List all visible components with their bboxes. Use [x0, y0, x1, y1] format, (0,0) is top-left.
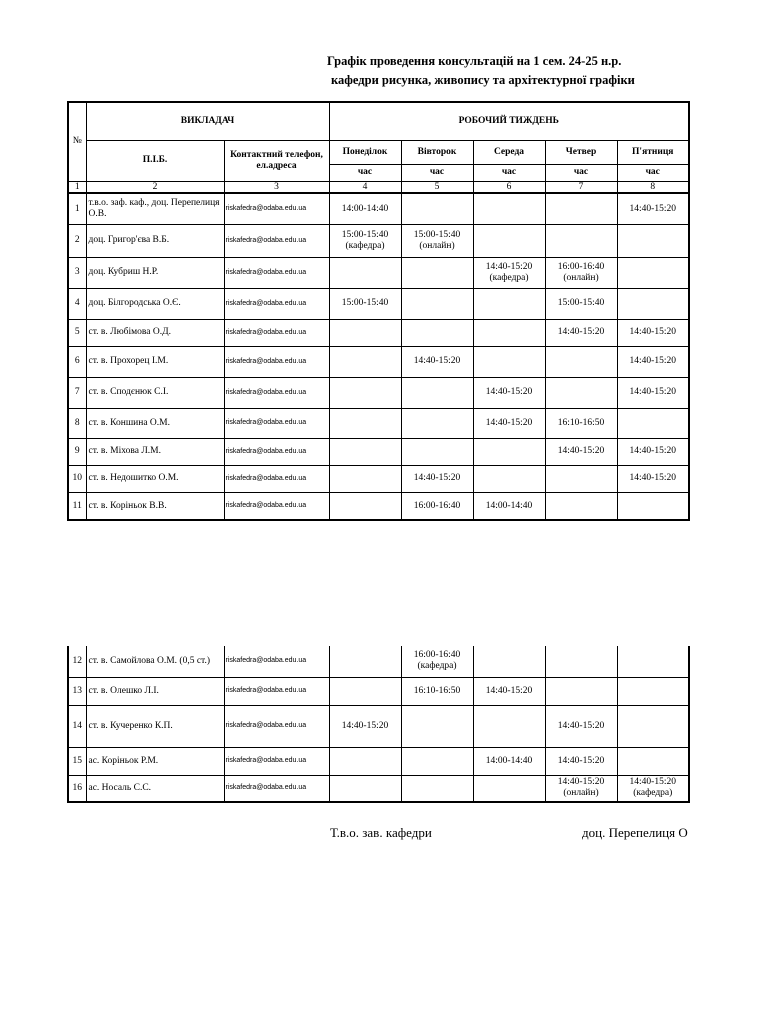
tuesday-time [401, 408, 473, 438]
monday-time [329, 408, 401, 438]
monday-time [329, 346, 401, 377]
table-row [68, 346, 689, 377]
column-number: 5 [401, 181, 473, 193]
friday-time [617, 747, 689, 775]
contact-email: riskafedra@odaba.edu.ua [224, 438, 329, 465]
thursday-time [545, 346, 617, 377]
teacher-name: т.в.о. заф. каф., доц. Перепелиця О.В. [86, 193, 224, 224]
thursday-time [545, 193, 617, 224]
schedule-table-page1 [67, 101, 690, 521]
wednesday-time [473, 705, 545, 747]
header-time: час [617, 164, 689, 181]
thursday-time [545, 377, 617, 408]
tuesday-time: 16:10-16:50 [401, 677, 473, 705]
monday-time: 15:00-15:40 [329, 288, 401, 319]
wednesday-time [473, 438, 545, 465]
table-row [68, 193, 689, 224]
monday-time: 14:40-15:20 [329, 705, 401, 747]
teacher-name: ст. в. Прохорец І.М. [86, 346, 224, 377]
monday-time [329, 319, 401, 346]
teacher-name: ст. в. Самойлова О.М. (0,5 ст.) [86, 646, 224, 677]
contact-email: riskafedra@odaba.edu.ua [224, 408, 329, 438]
header-pib: П.І.Б. [86, 140, 224, 181]
tuesday-time: 15:00-15:40 (онлайн) [401, 224, 473, 257]
signature-name: доц. Перепелиця О [582, 825, 688, 840]
wednesday-time [473, 775, 545, 802]
teacher-name: ст. в. Олешко Л.І. [86, 677, 224, 705]
header-day: Понеділок [329, 140, 401, 164]
wednesday-time [473, 319, 545, 346]
signature-title: Т.в.о. зав. кафедри [330, 825, 432, 840]
column-number: 8 [617, 181, 689, 193]
contact-email: riskafedra@odaba.edu.ua [224, 465, 329, 492]
row-number: 1 [68, 193, 86, 224]
teacher-name: доц. Білгородська О.Є. [86, 288, 224, 319]
teacher-name: доц. Кубриш Н.Р. [86, 257, 224, 288]
wednesday-time: 14:40-15:20 [473, 408, 545, 438]
monday-time [329, 677, 401, 705]
schedule-table-page2 [67, 646, 690, 803]
monday-time [329, 747, 401, 775]
friday-time: 14:40-15:20 [617, 319, 689, 346]
thursday-time [545, 677, 617, 705]
wednesday-time [473, 465, 545, 492]
contact-email: riskafedra@odaba.edu.ua [224, 646, 329, 677]
friday-time [617, 646, 689, 677]
table-row [68, 408, 689, 438]
friday-time: 14:40-15:20 [617, 438, 689, 465]
teacher-name: ст. в. Сподєнюк С.І. [86, 377, 224, 408]
document-title: Графік проведення консультацій на 1 сем. 24-25 н.р. [327, 54, 622, 68]
wednesday-time [473, 646, 545, 677]
contact-email: riskafedra@odaba.edu.ua [224, 193, 329, 224]
wednesday-time: 14:00-14:40 [473, 747, 545, 775]
friday-time [617, 257, 689, 288]
teacher-name: ст. в. Коншина О.М. [86, 408, 224, 438]
contact-email: riskafedra@odaba.edu.ua [224, 346, 329, 377]
tuesday-time [401, 775, 473, 802]
header-day: Четвер [545, 140, 617, 164]
monday-time [329, 465, 401, 492]
tuesday-time: 14:40-15:20 [401, 465, 473, 492]
monday-time: 14:00-14:40 [329, 193, 401, 224]
row-number: 12 [68, 646, 86, 677]
contact-email: riskafedra@odaba.edu.ua [224, 492, 329, 520]
contact-email: riskafedra@odaba.edu.ua [224, 377, 329, 408]
tuesday-time [401, 319, 473, 346]
wednesday-time [473, 346, 545, 377]
wednesday-time [473, 224, 545, 257]
thursday-time: 14:40-15:20 [545, 319, 617, 346]
contact-email: riskafedra@odaba.edu.ua [224, 319, 329, 346]
row-number: 6 [68, 346, 86, 377]
table-row [68, 224, 689, 257]
monday-time: 15:00-15:40 (кафедра) [329, 224, 401, 257]
column-number: 6 [473, 181, 545, 193]
header-day: Вівторок [401, 140, 473, 164]
tuesday-time [401, 438, 473, 465]
header-contact: Контактний телефон, ел.адреса [224, 140, 329, 181]
tuesday-time: 16:00-16:40 (кафедра) [401, 646, 473, 677]
friday-time: 14:40-15:20 [617, 346, 689, 377]
thursday-time: 14:40-15:20 [545, 747, 617, 775]
teacher-name: ас. Носаль С.С. [86, 775, 224, 802]
teacher-name: ст. в. Коріньок В.В. [86, 492, 224, 520]
friday-time [617, 224, 689, 257]
contact-email: riskafedra@odaba.edu.ua [224, 775, 329, 802]
wednesday-time: 14:40-15:20 [473, 677, 545, 705]
row-number: 9 [68, 438, 86, 465]
header-time: час [473, 164, 545, 181]
header-time: час [401, 164, 473, 181]
thursday-time [545, 646, 617, 677]
wednesday-time: 14:40-15:20 [473, 377, 545, 408]
tuesday-time [401, 705, 473, 747]
contact-email: riskafedra@odaba.edu.ua [224, 747, 329, 775]
teacher-name: ас. Коріньок Р.М. [86, 747, 224, 775]
friday-time: 14:40-15:20 [617, 465, 689, 492]
teacher-name: ст. в. Недошитко О.М. [86, 465, 224, 492]
teacher-name: доц. Григор'єва В.Б. [86, 224, 224, 257]
table-row [68, 257, 689, 288]
thursday-time: 14:40-15:20 [545, 438, 617, 465]
table-row [68, 775, 689, 802]
row-number: 10 [68, 465, 86, 492]
table-row [68, 646, 689, 677]
header-time: час [545, 164, 617, 181]
thursday-time: 15:00-15:40 [545, 288, 617, 319]
contact-email: riskafedra@odaba.edu.ua [224, 257, 329, 288]
tuesday-time: 14:40-15:20 [401, 346, 473, 377]
thursday-time [545, 224, 617, 257]
teacher-name: ст. в. Любімова О.Д. [86, 319, 224, 346]
row-number: 11 [68, 492, 86, 520]
schedule-rows-page1 [68, 193, 689, 520]
row-number: 16 [68, 775, 86, 802]
friday-time [617, 288, 689, 319]
friday-time [617, 705, 689, 747]
thursday-time [545, 465, 617, 492]
monday-time [329, 775, 401, 802]
header-day: Середа [473, 140, 545, 164]
column-number: 1 [68, 181, 86, 193]
table-row [68, 438, 689, 465]
header-day: П'ятниця [617, 140, 689, 164]
wednesday-time: 14:00-14:40 [473, 492, 545, 520]
tuesday-time [401, 257, 473, 288]
thursday-time: 14:40-15:20 [545, 705, 617, 747]
teacher-name: ст. в. Міхова Л.М. [86, 438, 224, 465]
monday-time [329, 646, 401, 677]
row-number: 15 [68, 747, 86, 775]
tuesday-time [401, 193, 473, 224]
friday-time [617, 677, 689, 705]
column-number: 4 [329, 181, 401, 193]
wednesday-time: 14:40-15:20 (кафедра) [473, 257, 545, 288]
tuesday-time [401, 377, 473, 408]
monday-time [329, 377, 401, 408]
header-week: РОБОЧИЙ ТИЖДЕНЬ [329, 102, 689, 140]
header-num: № [68, 102, 86, 181]
contact-email: riskafedra@odaba.edu.ua [224, 288, 329, 319]
row-number: 7 [68, 377, 86, 408]
row-number: 14 [68, 705, 86, 747]
monday-time [329, 492, 401, 520]
schedule-rows-page2 [68, 646, 689, 802]
friday-time: 14:40-15:20 [617, 377, 689, 408]
row-number: 4 [68, 288, 86, 319]
column-number: 3 [224, 181, 329, 193]
friday-time: 14:40-15:20 (кафедра) [617, 775, 689, 802]
contact-email: riskafedra@odaba.edu.ua [224, 677, 329, 705]
document-subtitle: кафедри рисунка, живопису та архітектурної графіки [331, 73, 635, 87]
header-teacher: ВИКЛАДАЧ [86, 102, 329, 140]
header-time: час [329, 164, 401, 181]
table-row [68, 492, 689, 520]
column-number: 2 [86, 181, 224, 193]
monday-time [329, 257, 401, 288]
row-number: 8 [68, 408, 86, 438]
table-row [68, 319, 689, 346]
contact-email: riskafedra@odaba.edu.ua [224, 705, 329, 747]
friday-time [617, 492, 689, 520]
row-number: 13 [68, 677, 86, 705]
table-row [68, 677, 689, 705]
row-number: 3 [68, 257, 86, 288]
friday-time [617, 408, 689, 438]
table-row [68, 288, 689, 319]
column-number: 7 [545, 181, 617, 193]
tuesday-time: 16:00-16:40 [401, 492, 473, 520]
table-row [68, 705, 689, 747]
row-number: 5 [68, 319, 86, 346]
tuesday-time [401, 288, 473, 319]
wednesday-time [473, 288, 545, 319]
table-row [68, 465, 689, 492]
table-row [68, 747, 689, 775]
wednesday-time [473, 193, 545, 224]
thursday-time: 16:00-16:40 (онлайн) [545, 257, 617, 288]
contact-email: riskafedra@odaba.edu.ua [224, 224, 329, 257]
row-number: 2 [68, 224, 86, 257]
thursday-time: 16:10-16:50 [545, 408, 617, 438]
thursday-time [545, 492, 617, 520]
friday-time: 14:40-15:20 [617, 193, 689, 224]
tuesday-time [401, 747, 473, 775]
table-row [68, 377, 689, 408]
monday-time [329, 438, 401, 465]
teacher-name: ст. в. Кучеренко К.П. [86, 705, 224, 747]
thursday-time: 14:40-15:20 (онлайн) [545, 775, 617, 802]
